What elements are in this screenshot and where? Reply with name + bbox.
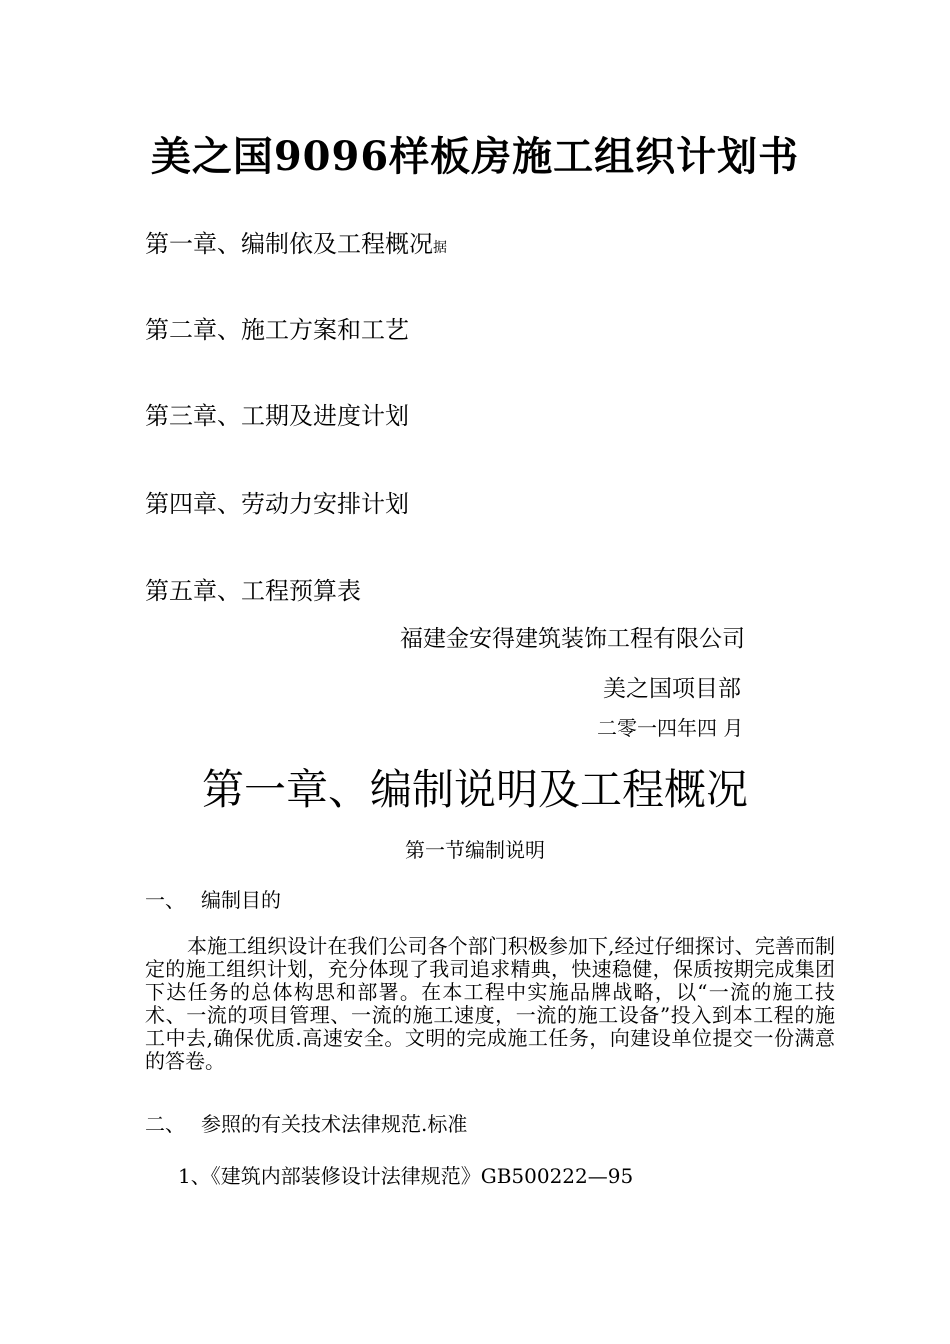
toc-item-label: 第三章、工期及进度计划 [145,402,409,430]
toc-item-label: 第二章、施工方案和工艺 [145,316,409,344]
heading-standards [145,1108,467,1137]
toc-item-label: 第一章、编制依及工程概况 [145,230,433,258]
document-date: 二零一四年四 月 [597,716,744,740]
document-title: 美之国9096样板房施工组织计划书 [150,133,800,180]
heading-text: 编制目的 [201,888,281,912]
toc-item-chapter-4 [145,484,409,519]
toc-item-label: 第五章、工程预算表 [145,577,361,605]
department-name: 美之国项目部 [603,676,741,702]
section-title: 第一节编制说明 [405,838,545,862]
toc-item-suffix: 据 [433,240,447,256]
chapter-title: 第一章、编制说明及工程概况 [201,765,748,814]
heading-text: 参照的有关技术法律规范.标准 [201,1112,468,1136]
reference-list-item: 1、《建筑内部装修设计法律规范》GB500222—95 [178,1164,634,1188]
body-paragraph: 本施工组织设计在我们公司各个部门积极参加下,经过仔细探讨、完善而制定的施工组织计划，充分体现了我司追求精典，快速稳健，保质按期完成集团下达任务的总体构思和部署。在本工程中实施品牌战略，以“一流的施工技术、一流的项目管理、一流的施工速度，一流的施工设备”投入到本工程的施工中去,确保优质.高速安全。文明的完成施工任务，向建设单位提交一份满意的答卷。 [145,934,835,1073]
toc-item-chapter-3 [145,396,409,431]
toc-item-chapter-1 [145,224,447,259]
heading-purpose [145,884,281,913]
heading-number: 一、 [145,888,185,912]
heading-number: 二、 [145,1112,185,1136]
toc-item-chapter-5 [145,571,361,606]
company-name: 福建金安得建筑装饰工程有限公司 [400,626,745,652]
toc-item-label: 第四章、劳动力安排计划 [145,490,409,518]
toc-item-chapter-2 [145,310,409,345]
